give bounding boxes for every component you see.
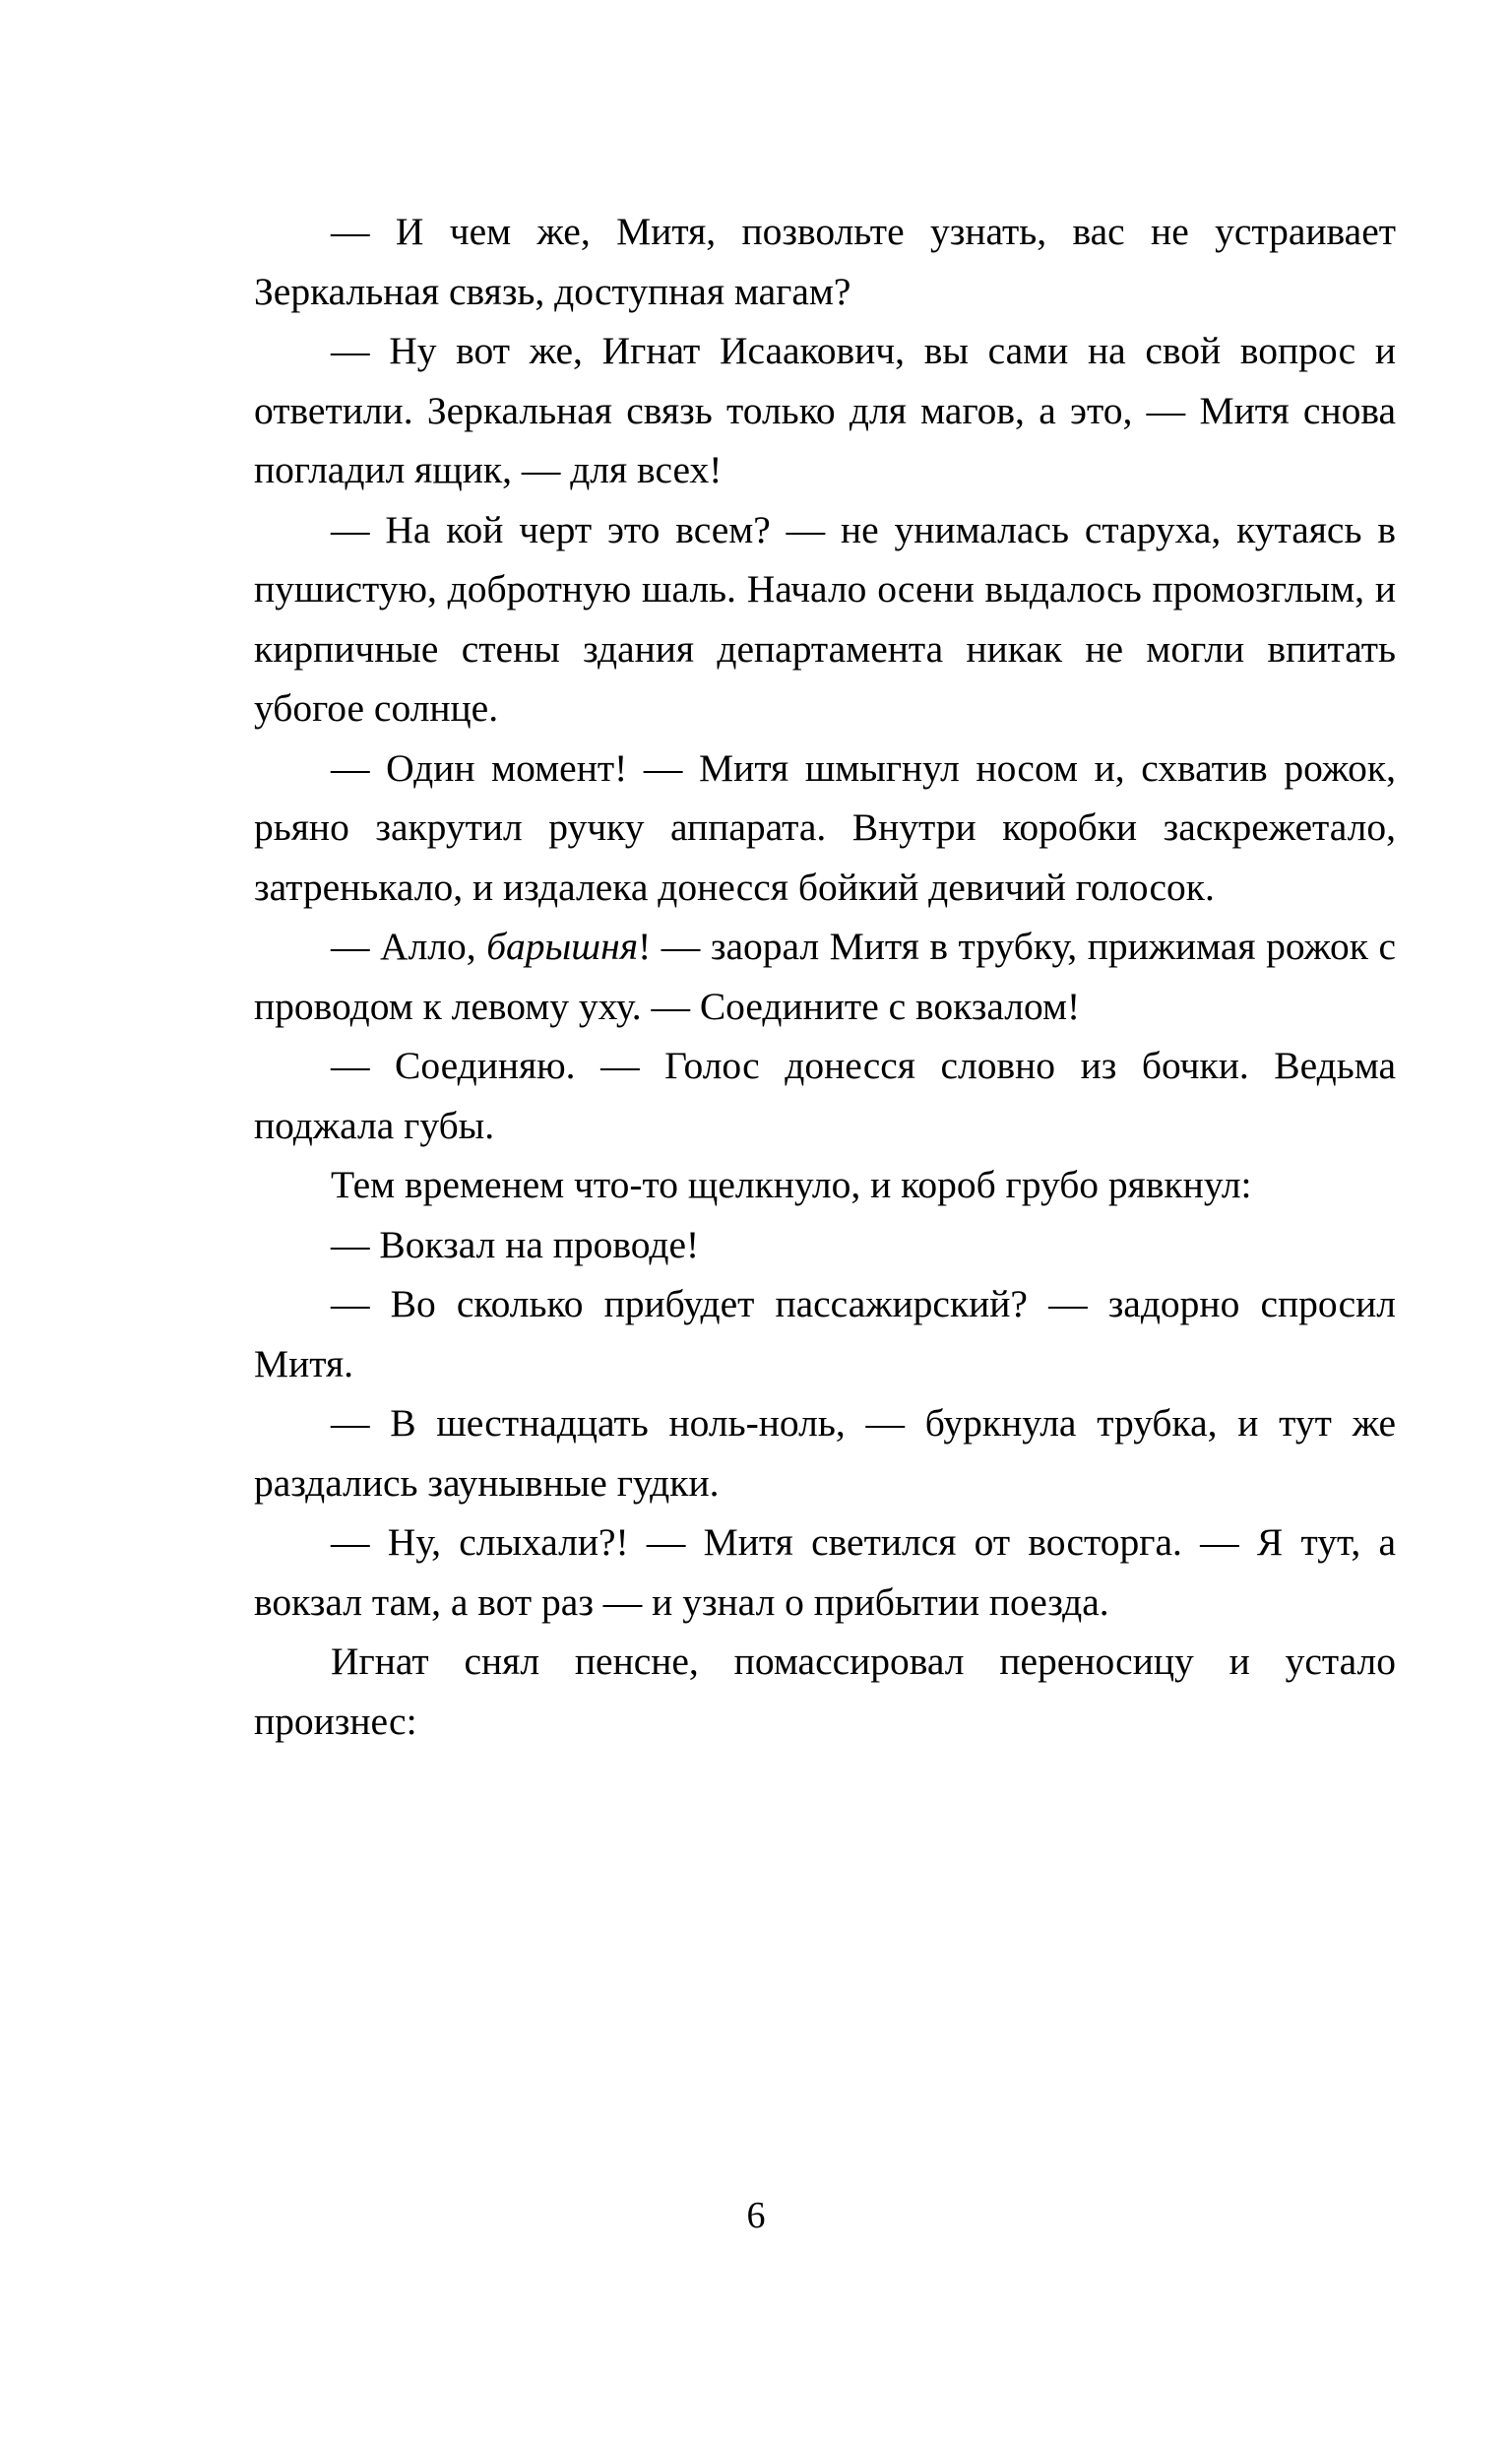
- paragraph-3: — На кой черт это всем? — не унималась старуха, кутаясь в пушистую, добротную шаль. Начало осени выдалось промозглым, и кирпичные стены здания департамента никак не могли впитать убогое солнце.: [254, 507, 1396, 730]
- dialogue-close-segment: ! — заорал Митя в трубку, прижимая рожок с проводом к левому уху. — Соедините с вокзалом!: [254, 925, 1397, 1028]
- paragraph-12: Игнат снял пенсне, помассировал переносицу и устало произнес:: [254, 1639, 1396, 1743]
- paragraph-10: — В шестнадцать ноль‑ноль, — буркнула трубка, и тут же раздались заунывные гудки.: [254, 1401, 1396, 1505]
- paragraph-4: — Один момент! — Митя шмыгнул носом и, схватив рожок, рьяно закрутил ручку аппарата. Внутри коробки заскрежетало, затренькало, и издалека донесся бойкий девичий голосок.: [254, 745, 1396, 909]
- paragraph-8: — Вокзал на проводе!: [331, 1222, 700, 1266]
- italic-word-baryshnya: барышня: [486, 925, 639, 968]
- paragraph-6: — Соединяю. — Голос донесся словно из бочки. Ведьма поджала губы.: [254, 1044, 1396, 1147]
- paragraph-11: — Ну, слыхали?! — Митя светился от восторга. — Я тут, а вокзал там, а вот раз — и узнал о прибытии поезда.: [254, 1520, 1396, 1624]
- page-number: 6: [746, 2195, 766, 2236]
- paragraph-7: Тем временем что‑то щелкнуло, и короб грубо рявкнул:: [331, 1163, 1252, 1206]
- paragraph-9: — Во сколько прибудет пассажирский? — задорно спросил Митя.: [254, 1282, 1396, 1385]
- paragraph-1: — И чем же, Митя, позвольте узнать, вас не устраивает Зеркальная связь, доступная магам?: [254, 210, 1396, 313]
- page-text-block: [254, 202, 1396, 1751]
- paragraph-5: [254, 917, 1396, 1036]
- dialogue-open-segment: — Алло,: [331, 925, 487, 968]
- paragraph-2: — Ну вот же, Игнат Исаакович, вы сами на свой вопрос и ответили. Зеркальная связь только для магов, а это, — Митя снова погладил ящик, — для всех!: [254, 329, 1396, 491]
